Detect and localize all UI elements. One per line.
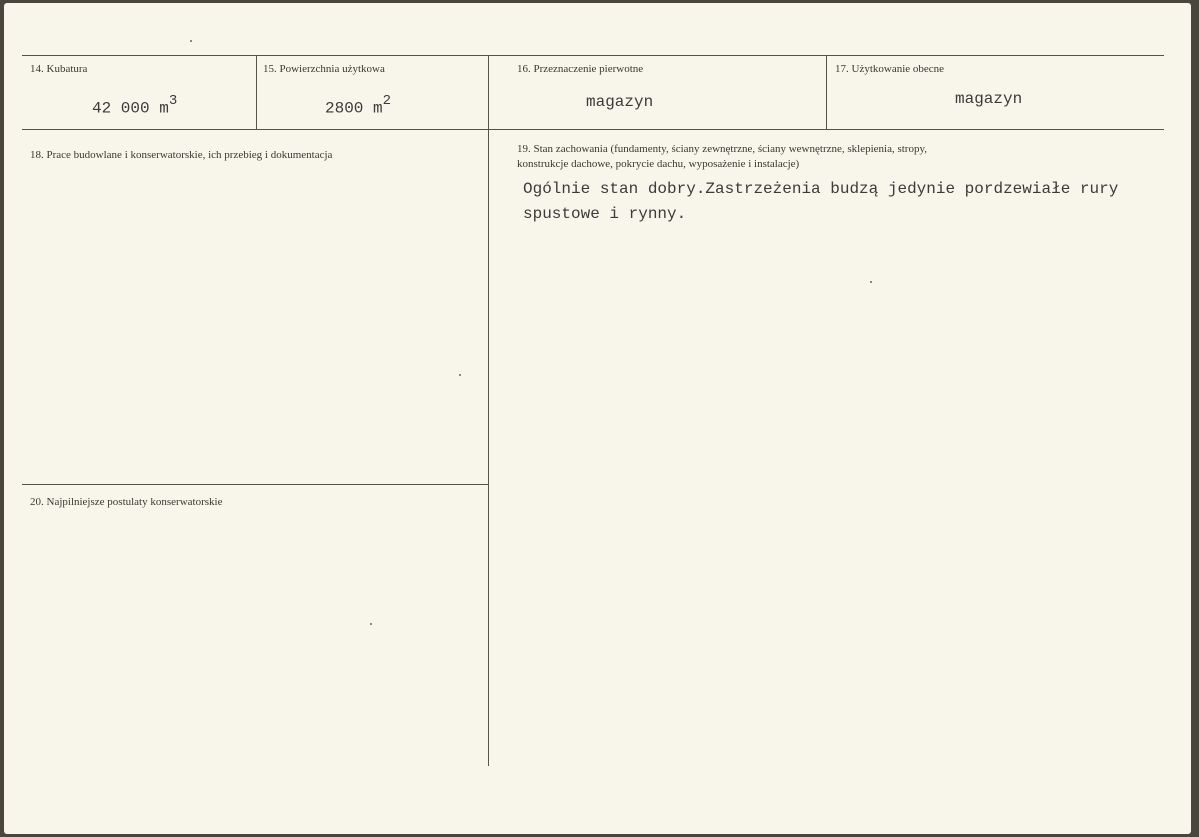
record-card — [4, 3, 1191, 834]
przeznaczenie-value: magazyn — [586, 93, 654, 111]
kubatura-value — [92, 95, 177, 117]
powierzchnia-exponent: 2 — [382, 93, 392, 109]
kubatura-label: 14. Kubatura — [30, 63, 88, 75]
stan-text-line2: spustowe i rynny. — [523, 205, 687, 223]
top-rule — [22, 55, 1164, 56]
uzytkowanie-value: magazyn — [955, 90, 1023, 108]
col-divider-16-17 — [826, 56, 827, 129]
prace-label: 18. Prace budowlane i konserwatorskie, ich przebieg i dokumentacja — [30, 149, 333, 161]
powierzchnia-value — [325, 95, 391, 117]
uzytkowanie-label: 17. Użytkowanie obecne — [835, 63, 945, 75]
powierzchnia-number: 2800 m — [325, 99, 383, 118]
paper-speck — [370, 623, 372, 625]
kubatura-exponent: 3 — [168, 93, 178, 109]
paper-speck — [190, 40, 192, 42]
stan-text-line1: Ogólnie stan dobry.Zastrzeżenia budzą jedynie pordzewiałe rury — [523, 180, 1119, 198]
row-divider-rule — [22, 129, 1164, 130]
postulaty-label: 20. Najpilniejsze postulaty konserwatorskie — [30, 496, 223, 508]
section-20-rule — [22, 484, 489, 485]
paper-speck — [870, 281, 872, 283]
paper-speck — [459, 374, 461, 376]
col-divider-15-16 — [488, 56, 489, 766]
stan-label-line2: konstrukcje dachowe, pokrycie dachu, wyposażenie i instalacje) — [517, 158, 800, 170]
kubatura-number: 42 000 m — [92, 99, 169, 118]
stan-label-line1: 19. Stan zachowania (fundamenty, ściany zewnętrzne, ściany wewnętrzne, sklepienia, stropy, — [517, 143, 928, 155]
powierzchnia-label: 15. Powierzchnia użytkowa — [263, 63, 385, 75]
przeznaczenie-label: 16. Przeznaczenie pierwotne — [517, 63, 644, 75]
col-divider-14-15 — [256, 56, 257, 129]
